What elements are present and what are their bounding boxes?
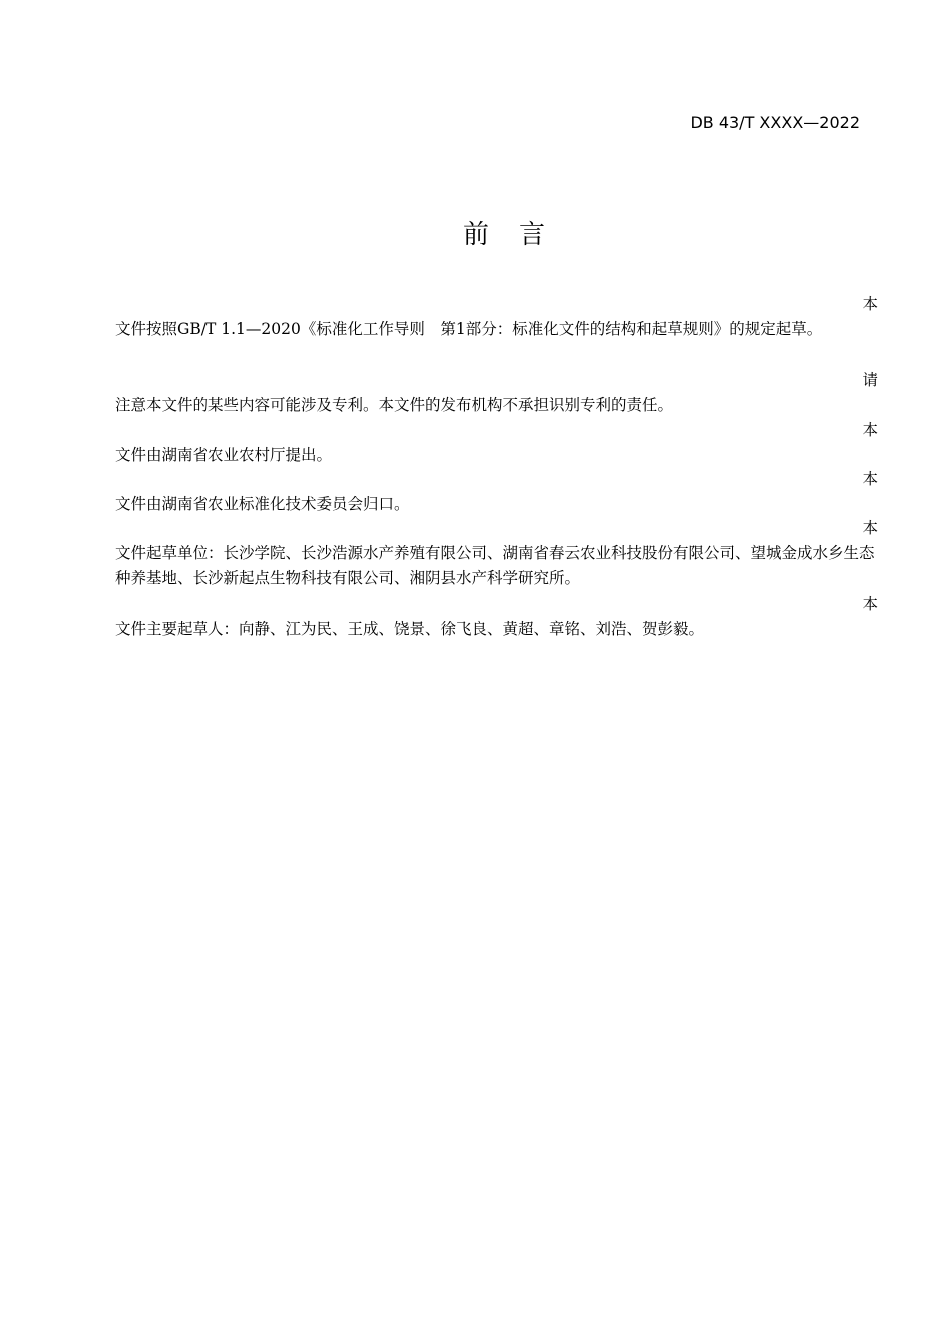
- paragraph-first-char: 本: [862, 421, 878, 439]
- title-char-1: 前: [462, 220, 489, 250]
- document-number: DB 43/T XXXX—2022: [690, 113, 860, 132]
- paragraph-text: 注意本文件的某些内容可能涉及专利。本文件的发布机构不承担识别专利的责任。: [115, 396, 674, 414]
- paragraph-first-char: 本: [862, 595, 878, 613]
- paragraph-text: 文件由湖南省农业标准化技术委员会归口。: [115, 495, 410, 513]
- paragraph-drafting-units: [115, 516, 880, 591]
- paragraph-text: 文件按照GB/T 1.1—2020《标准化工作导则 第1部分：标准化文件的结构和起草规则》的规定起草。: [115, 320, 823, 338]
- paragraph-text: 文件起草单位：长沙学院、长沙浩源水产养殖有限公司、湖南省春云农业科技股份有限公司、望城金成水乡生态种养基地、长沙新起点生物科技有限公司、湘阴县水产科学研究所。: [115, 544, 875, 587]
- paragraph-text: 文件主要起草人：向静、江为民、王成、饶景、徐飞良、黄超、章铭、刘浩、贺彭毅。: [115, 620, 705, 638]
- paragraph-proposer: [115, 418, 880, 468]
- page-title: [0, 214, 950, 251]
- paragraph-first-char: 本: [862, 519, 878, 537]
- paragraph-text: 文件由湖南省农业农村厅提出。: [115, 446, 333, 464]
- paragraph-drafters: [115, 592, 880, 642]
- paragraph-patent-notice: [115, 368, 880, 418]
- paragraph-standard-basis: [115, 292, 880, 342]
- paragraph-administrator: [115, 467, 880, 517]
- paragraph-first-char: 本: [862, 470, 878, 488]
- paragraph-first-char: 请: [862, 371, 878, 389]
- paragraph-first-char: 本: [862, 295, 878, 313]
- title-char-2: 言: [519, 220, 546, 250]
